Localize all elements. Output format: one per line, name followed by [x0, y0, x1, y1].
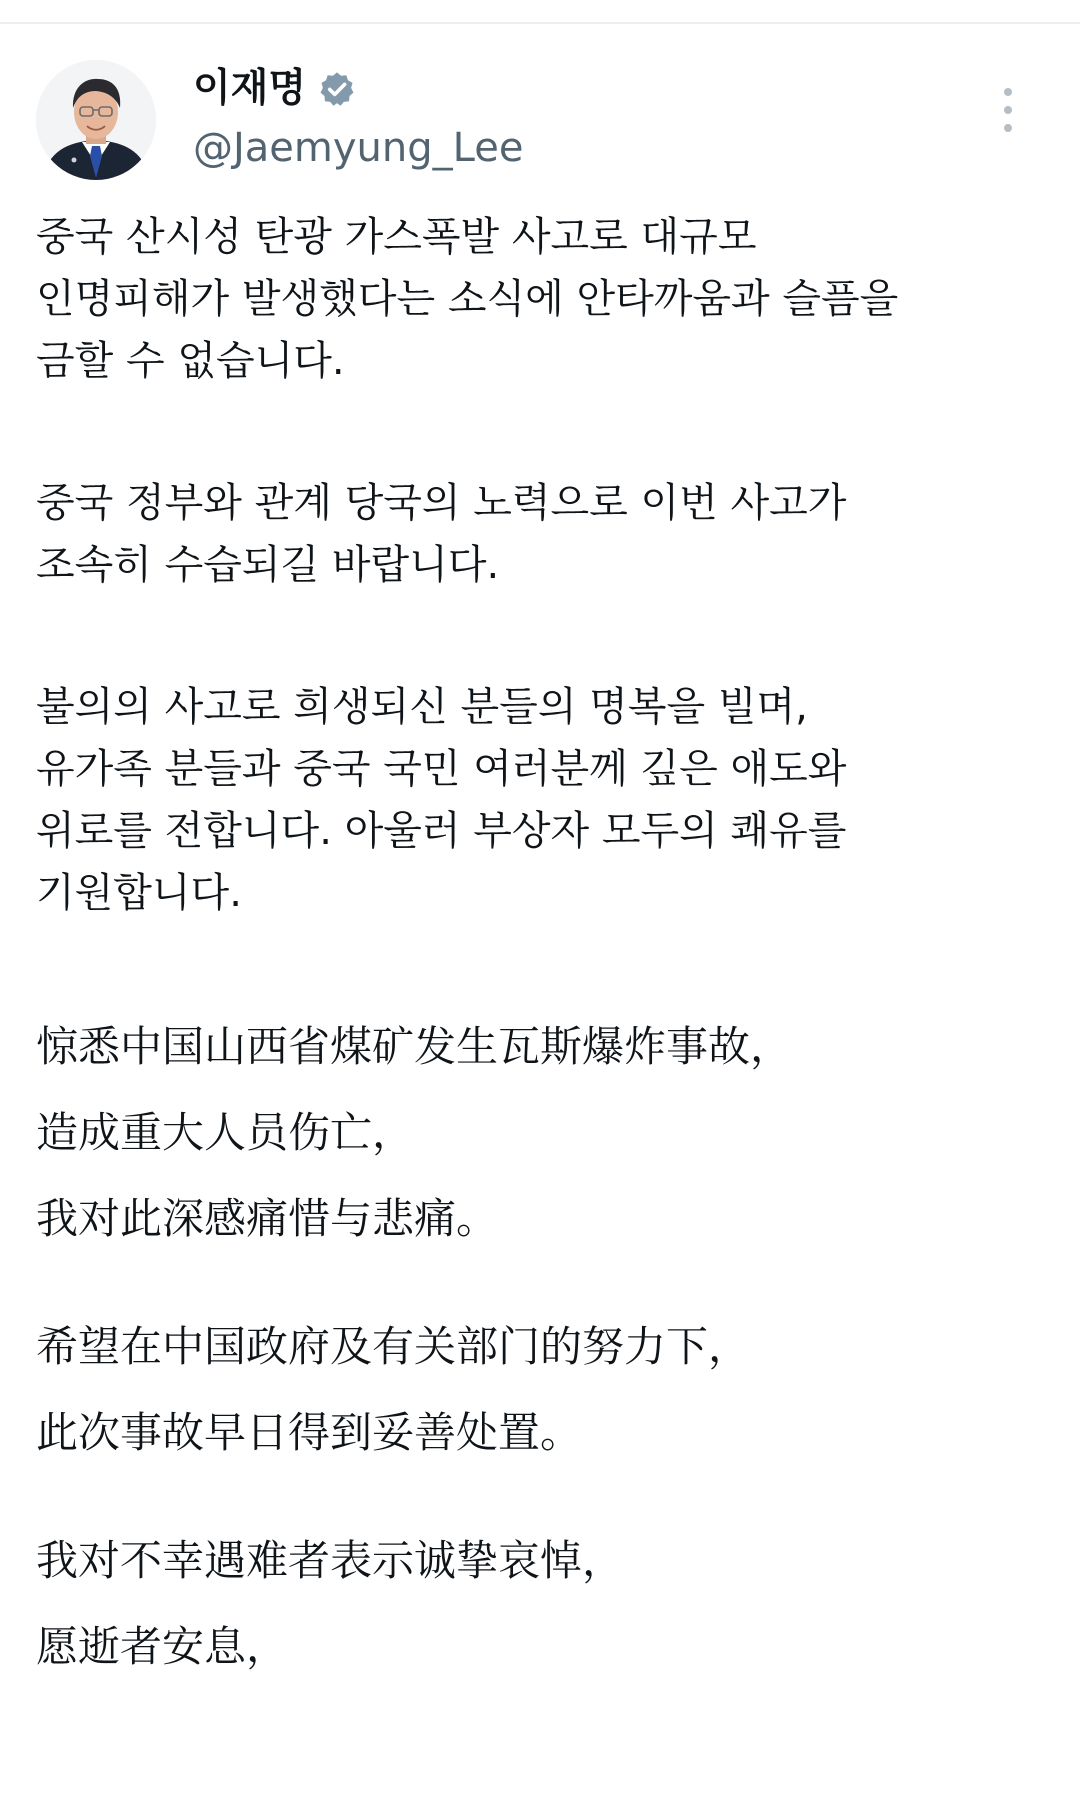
tweet-paragraph-5	[36, 1304, 1046, 1476]
tweet-line: 我对不幸遇难者表示诚挚哀悼，	[36, 1536, 625, 1585]
display-name[interactable]: 이재명	[193, 66, 307, 111]
tweet-line: 希望在中国政府及有关部门的努力下，	[36, 1322, 751, 1371]
tweet-line: 위로를 전합니다. 아울러 부상자 모두의 쾌유를	[36, 808, 847, 854]
tweet-line: 기원합니다.	[36, 870, 242, 916]
tweet-line: 금할 수 없습니다.	[36, 338, 345, 384]
tweet-line: 造成重大人员伤亡，	[36, 1108, 415, 1157]
profile-photo	[36, 60, 156, 180]
user-handle[interactable]: @Jaemyung_Lee	[193, 125, 524, 171]
tweet-paragraph-6	[36, 1518, 1046, 1690]
display-name-row	[193, 62, 523, 116]
more-vertical-icon	[1004, 88, 1012, 96]
tweet-text	[36, 206, 1046, 1732]
more-options-button[interactable]	[990, 82, 1026, 138]
tweet-paragraph-1	[36, 206, 1046, 392]
tweet-line: 중국 산시성 탄광 가스폭발 사고로 대규모	[36, 214, 757, 260]
tweet-header	[36, 60, 1044, 180]
more-vertical-icon-dot	[1004, 106, 1012, 114]
author-info	[193, 62, 523, 176]
tweet-paragraph-4	[36, 1004, 1046, 1262]
tweet-line: 불의의 사고로 희생되신 분들의 명복을 빌며,	[36, 684, 808, 730]
tweet-paragraph-2	[36, 472, 1046, 596]
more-vertical-icon-dot	[1004, 124, 1012, 132]
avatar[interactable]	[36, 60, 156, 180]
top-divider	[0, 22, 1080, 24]
tweet-line: 조속히 수습되길 바랍니다.	[36, 542, 500, 588]
tweet-line: 惊悉中国山西省煤矿发生瓦斯爆炸事故，	[36, 1022, 793, 1071]
verified-badge-icon	[318, 70, 356, 108]
tweet-line: 愿逝者安息，	[36, 1622, 289, 1671]
tweet-line: 我对此深感痛惜与悲痛。	[36, 1194, 499, 1243]
tweet-line: 인명피해가 발생했다는 소식에 안타까움과 슬픔을	[36, 276, 899, 322]
tweet-line: 此次事故早日得到妥善处置。	[36, 1408, 583, 1457]
tweet-paragraph-3	[36, 676, 1046, 924]
tweet-line: 중국 정부와 관계 당국의 노력으로 이번 사고가	[36, 480, 847, 526]
tweet-line: 유가족 분들과 중국 국민 여러분께 깊은 애도와	[36, 746, 847, 792]
